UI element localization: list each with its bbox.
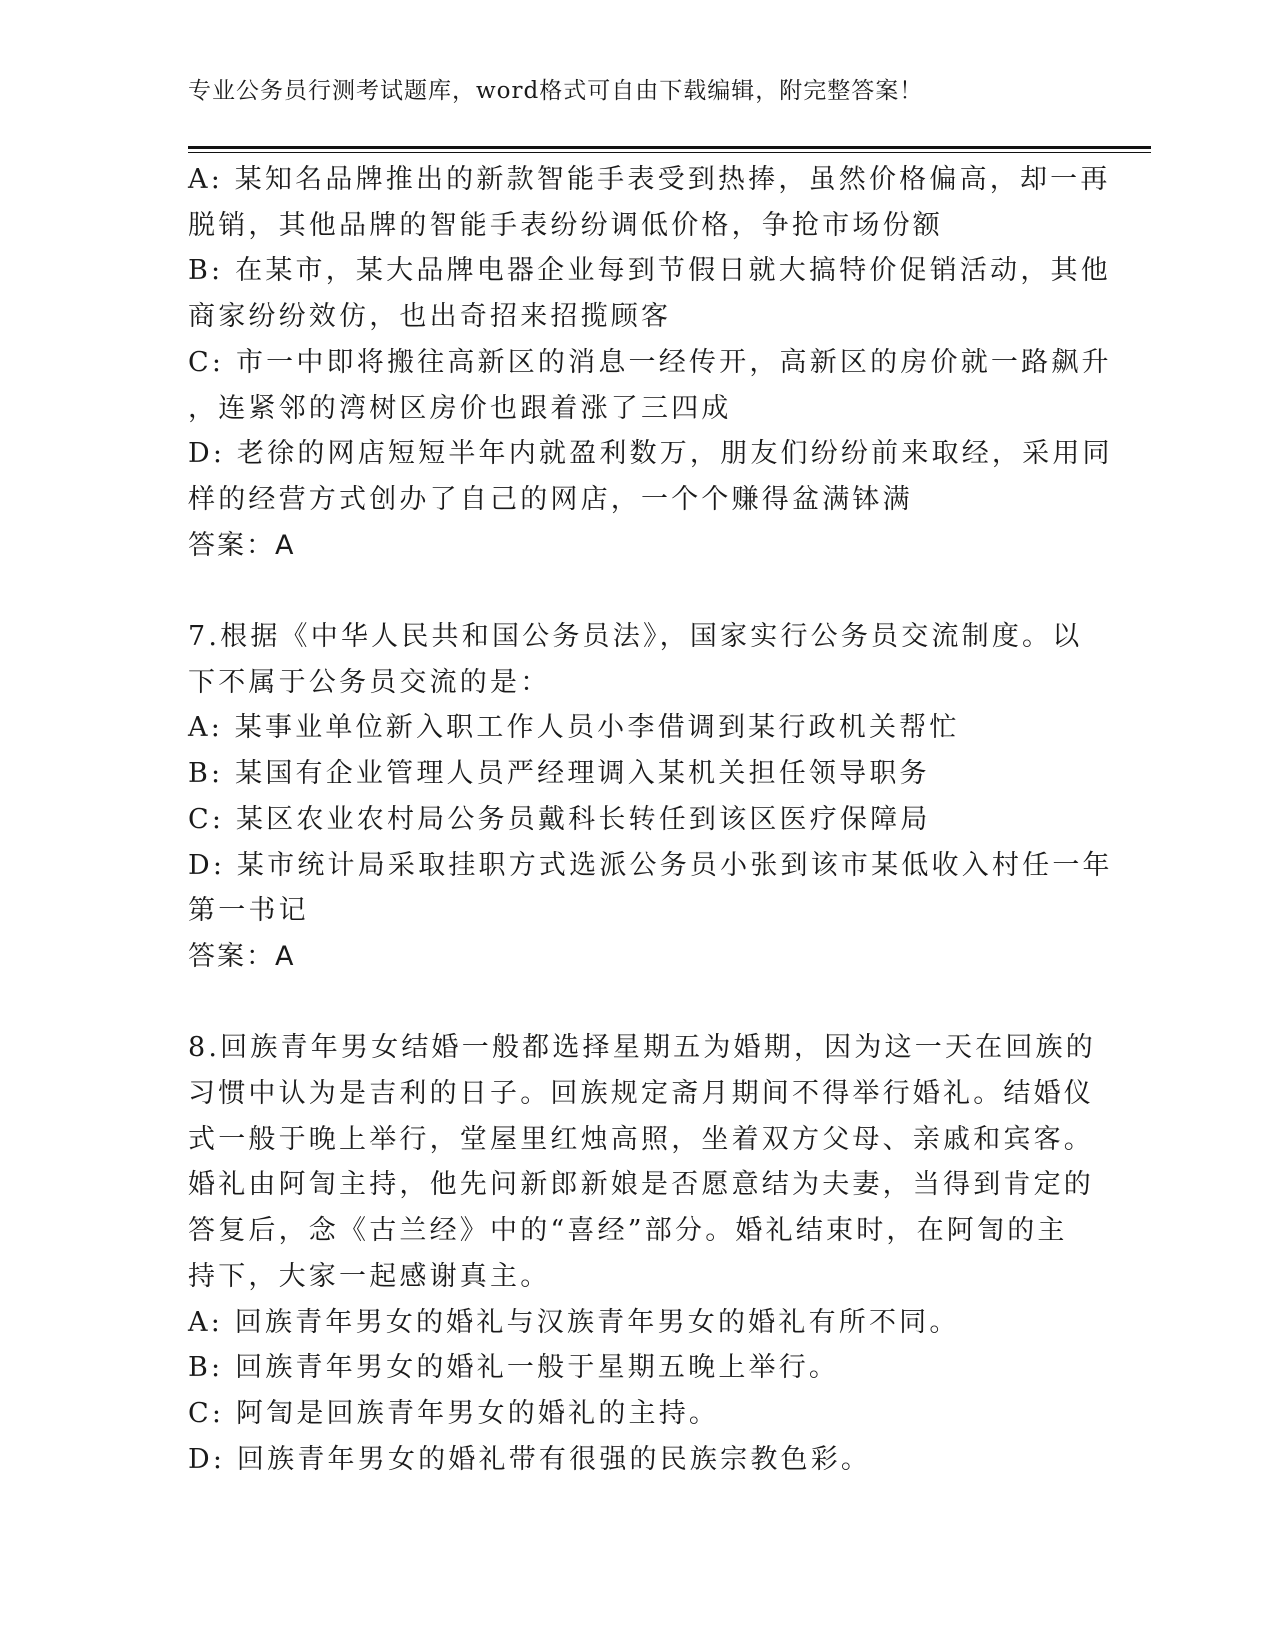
answer-label: 答案：A (188, 529, 296, 561)
option-c: C: 阿訇是回族青年男女的婚礼的主持。 (188, 1397, 720, 1429)
option-line: D: 老徐的网店短短半年内就盈利数万，朋友们纷纷前来取经，采用同 (188, 438, 1113, 470)
question-content (188, 157, 1113, 1482)
option-d (188, 843, 1113, 934)
option-line: B: 在某市，某大品牌电器企业每到节假日就大搞特价促销活动，其他 (188, 255, 1111, 287)
header-rule-thin (188, 152, 1151, 153)
option-a (188, 157, 1111, 248)
question-6 (188, 157, 1113, 568)
spacer (188, 568, 1088, 614)
option-b: B: 回族青年男女的婚礼一般于星期五晚上举行。 (188, 1352, 840, 1384)
header-rule-thick (188, 146, 1151, 149)
option-c: C: 某区农业农村局公务员戴科长转任到该区医疗保障局 (188, 803, 931, 835)
option-a: A: 回族青年男女的婚礼与汉族青年男女的婚礼有所不同。 (188, 1306, 960, 1338)
question-8 (188, 1025, 1096, 1482)
stem-line: 下不属于公务员交流的是： (188, 666, 551, 698)
option-line: 商家纷纷效仿，也出奇招来招揽顾客 (188, 301, 672, 333)
question-7 (188, 614, 1113, 980)
question-stem (188, 614, 1088, 705)
question-stem (188, 1025, 1096, 1299)
spacer (188, 980, 1088, 1026)
option-line: 脱销，其他品牌的智能手表纷纷调低价格，争抢市场份额 (188, 209, 943, 241)
option-line: 样的经营方式创办了自己的网店，一个个赚得盆满钵满 (188, 483, 913, 515)
stem-line: 7.根据《中华人民共和国公务员法》，国家实行公务员交流制度。以 (188, 621, 1083, 653)
stem-line: 婚礼由阿訇主持，他先问新郎新娘是否愿意结为夫妻，当得到肯定的 (188, 1169, 1094, 1201)
stem-line: 习惯中认为是吉利的日子。回族规定斋月期间不得举行婚礼。结婚仪 (188, 1078, 1094, 1110)
stem-line: 持下，大家一起感谢真主。 (188, 1260, 551, 1292)
stem-line: 答复后，念《古兰经》中的“喜经”部分。婚礼结束时，在阿訇的主 (188, 1215, 1068, 1247)
option-line: ，连紧邻的湾树区房价也跟着涨了三四成 (188, 392, 732, 424)
option-b: B: 某国有企业管理人员严经理调入某机关担任领导职务 (188, 758, 930, 790)
option-c (188, 340, 1112, 431)
answer-label: 答案：A (188, 940, 296, 972)
stem-line: 式一般于晚上举行，堂屋里红烛高照，坐着双方父母、亲戚和宾客。 (188, 1123, 1094, 1155)
option-line: C: 市一中即将搬往高新区的消息一经传开，高新区的房价就一路飙升 (188, 346, 1112, 378)
option-a: A: 某事业单位新入职工作人员小李借调到某行政机关帮忙 (188, 712, 960, 744)
option-d (188, 431, 1113, 522)
option-line: D: 某市统计局采取挂职方式选派公务员小张到该市某低收入村任一年 (188, 849, 1113, 881)
option-line: 第一书记 (188, 895, 309, 927)
option-b (188, 248, 1111, 339)
page-header: 专业公务员行测考试题库，word格式可自由下载编辑，附完整答案！ (188, 78, 924, 104)
stem-line: 8.回族青年男女结婚一般都选择星期五为婚期，因为这一天在回族的 (188, 1032, 1096, 1064)
option-line: A: 某知名品牌推出的新款智能手表受到热捧，虽然价格偏高，却一再 (188, 164, 1111, 195)
option-d: D: 回族青年男女的婚礼带有很强的民族宗教色彩。 (188, 1443, 872, 1475)
